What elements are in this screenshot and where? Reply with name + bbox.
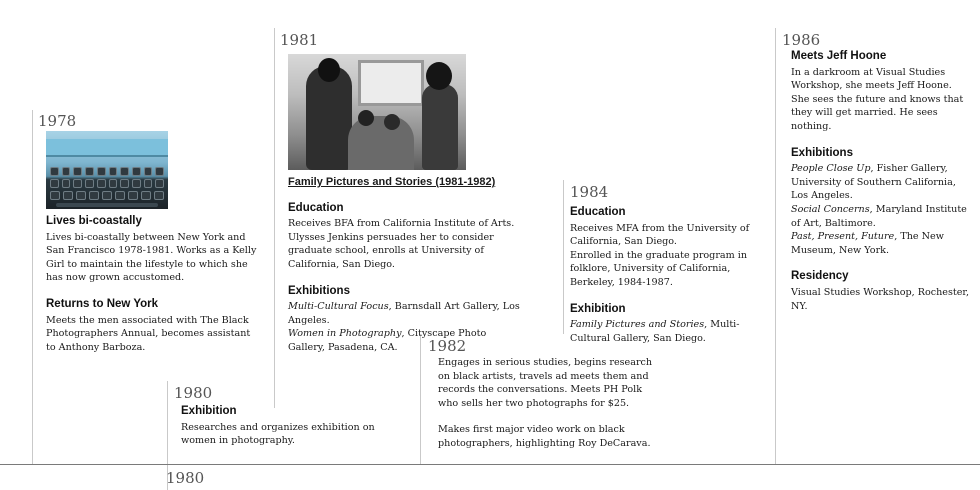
timeline-line-1984 xyxy=(563,180,564,334)
heading-exhibitions-1986: Exhibitions xyxy=(791,146,853,159)
text-1982-research: Engages in serious studies, begins research on black artists, travels ad meets them and records the conversations. Meets PH Polk who sells her two photographs for $25. xyxy=(438,357,653,409)
year-label-1984: 1984 xyxy=(570,183,609,201)
text-residency: Visual Studies Workshop, Rochester, NY. xyxy=(791,286,970,312)
heading-returns-to-new-york: Returns to New York xyxy=(46,297,159,310)
entry-1980 xyxy=(181,405,401,448)
exhibition-multi-cultural-focus: Multi-Cultural Focus, Barnsdall Art Gallery, Los Angeles. xyxy=(288,301,520,326)
timeline-line-1978 xyxy=(32,110,33,465)
heading-lives-bi-coastally: Lives bi-coastally xyxy=(46,215,142,227)
exhibition-people-close-up: People Close Up, Fisher Gallery, University of Southern California, Los Angeles. xyxy=(791,163,956,202)
axis-label-1980: 1980 xyxy=(166,469,205,487)
entry-1984 xyxy=(570,206,764,345)
heading-exhibition-1984: Exhibition xyxy=(570,302,626,315)
year-label-1978: 1978 xyxy=(38,112,77,130)
text-education-1981-bfa: Receives BFA from California Institute of Arts. xyxy=(288,218,515,230)
text-meets-jeff-hoone: In a darkroom at Visual Studies Workshop, she meets Jeff Hoone. She sees the future and knows that they will get married. He sees nothing. xyxy=(791,66,964,132)
timeline-line-1981 xyxy=(274,28,275,408)
timeline-line-1986 xyxy=(775,28,776,465)
heading-meets-jeff-hoone: Meets Jeff Hoone xyxy=(791,50,887,62)
heading-education-1984: Education xyxy=(570,206,626,218)
family-pictures-title-link[interactable]: Family Pictures and Stories (1981-1982) xyxy=(288,176,496,188)
text-education-1984-mfa: Receives MFA from the University of California, San Diego. xyxy=(570,222,750,248)
exhibition-women-in-photography: Women in Photography, Cityscape Photo Gallery, Pasadena, CA. xyxy=(288,328,487,353)
year-label-1982: 1982 xyxy=(428,337,467,355)
year-label-1981: 1981 xyxy=(280,31,319,49)
heading-exhibition-1980: Exhibition xyxy=(181,405,237,417)
entry-1978 xyxy=(46,215,260,354)
family-photo xyxy=(288,54,466,170)
text-1982-video: Makes first major video work on black photographers, highlighting Roy DeCarava. xyxy=(438,424,651,449)
entry-1981 xyxy=(288,176,523,355)
text-exhibition-1980: Researches and organizes exhibition on women in photography. xyxy=(181,421,375,447)
text-education-1984-berkeley: Enrolled in the graduate program in folklore, University of California, Berkeley, 1984-1987. xyxy=(570,249,748,288)
text-lives-bi-coastally: Lives bi-coastally between New York and San Francisco 1978-1981. Works as a Kelly Girl to maintain the lifestyle to which she has now grown accustomed. xyxy=(46,231,257,284)
exhibition-social-concerns: Social Concerns, Maryland Institute of Art, Baltimore. xyxy=(791,203,967,229)
year-label-1986: 1986 xyxy=(782,31,821,49)
text-education-1981-graduate: Ulysses Jenkins persuades her to consider graduate school, enrolls at University of California, San Diego. xyxy=(288,231,494,270)
exhibition-past-present-future: Past, Present, Future, The New Museum, New York. xyxy=(791,231,944,256)
timeline-baseline xyxy=(0,464,980,465)
entry-1986 xyxy=(791,50,973,313)
heading-residency: Residency xyxy=(791,270,849,283)
exhibition-family-pictures-and-stories: Family Pictures and Stories, Multi-Cultural Gallery, San Diego. xyxy=(570,319,740,344)
typewriter-photo xyxy=(46,131,168,209)
year-label-1980: 1980 xyxy=(174,384,213,402)
heading-education-1981: Education xyxy=(288,201,344,214)
entry-1982 xyxy=(438,356,660,451)
text-returns-to-new-york: Meets the men associated with The Black Photographers Annual, becomes assistant to Anthony Barboza. xyxy=(46,314,251,353)
heading-exhibitions-1981: Exhibitions xyxy=(288,284,350,297)
